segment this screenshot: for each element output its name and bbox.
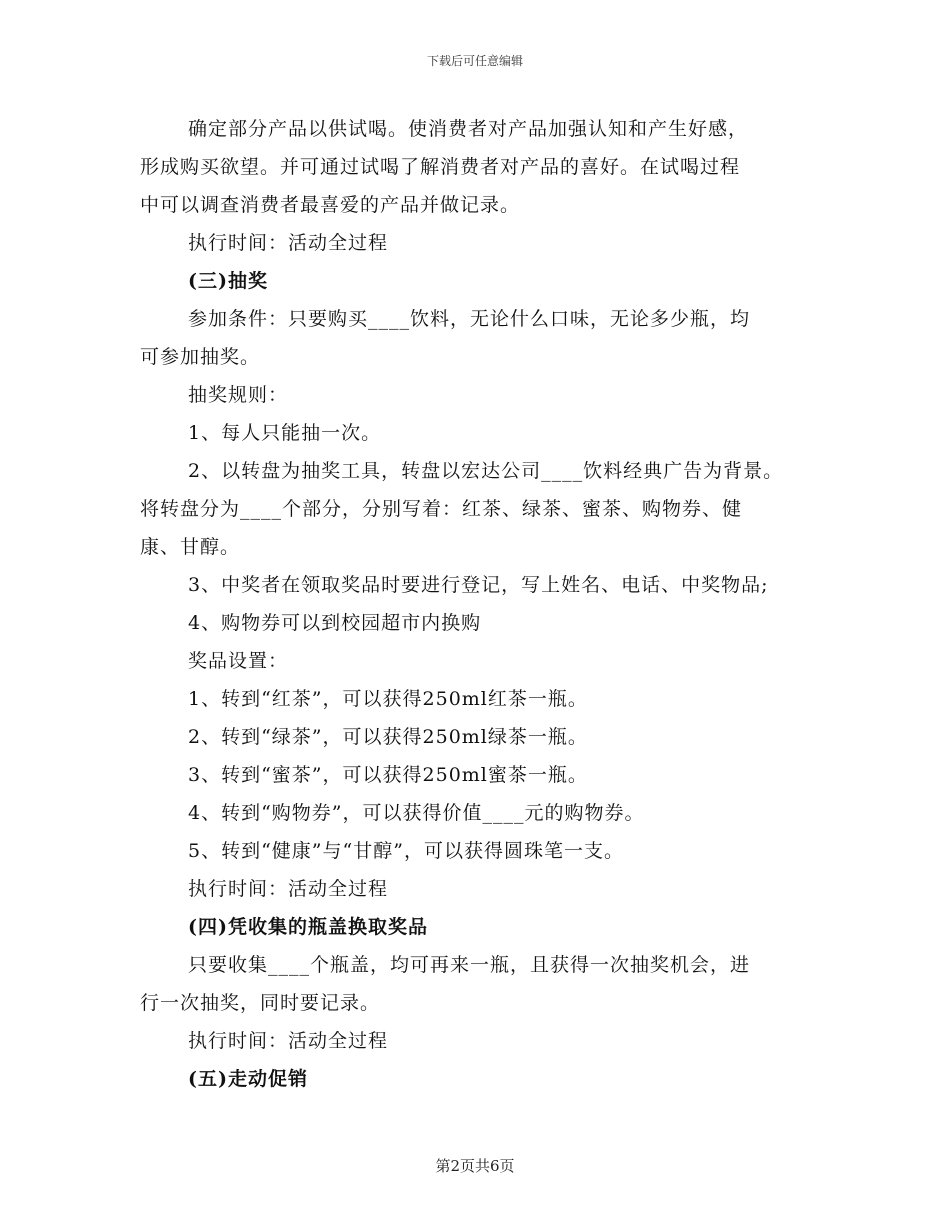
paragraph-line: 抽奖规则： — [188, 384, 289, 406]
paragraph-line: 4、购物券可以到校园超市内换购 — [188, 612, 482, 634]
paragraph-line: 康、甘醇。 — [140, 536, 241, 558]
paragraph-line: 2、以转盘为抽奖工具，转盘以宏达公司____饮料经典广告为背景。 — [188, 460, 784, 482]
section-heading: (五)走动促销 — [188, 1068, 308, 1090]
paragraph-line: 4、转到“购物券”，可以获得价值____元的购物券。 — [188, 802, 645, 824]
page-header: 下载后可任意编辑 — [426, 54, 523, 68]
paragraph-line: 1、每人只能抽一次。 — [188, 422, 382, 444]
paragraph-line: 可参加抽奖。 — [140, 346, 261, 368]
paragraph-line: 3、中奖者在领取奖品时要进行登记，写上姓名、电话、中奖物品; — [188, 574, 769, 596]
paragraph-line: 中可以调查消费者最喜爱的产品并做记录。 — [140, 194, 521, 216]
paragraph-line: 执行时间：活动全过程 — [188, 232, 389, 254]
section-heading: (三)抽奖 — [188, 270, 268, 292]
paragraph-line: 参加条件：只要购买____饮料，无论什么口味，无论多少瓶，均 — [188, 308, 751, 330]
paragraph-line: 形成购买欲望。并可通过试喝了解消费者对产品的喜好。在试喝过程 — [140, 156, 741, 178]
paragraph-line: 执行时间：活动全过程 — [188, 878, 389, 900]
document-body — [140, 110, 820, 1098]
paragraph-line: 只要收集____个瓶盖，均可再来一瓶，且获得一次抽奖机会，进 — [188, 954, 751, 976]
page-footer: 第2页共6页 — [435, 1157, 515, 1175]
paragraph-line: 奖品设置： — [188, 650, 289, 672]
paragraph-line: 5、转到“健康”与“甘醇”，可以获得圆珠笔一支。 — [188, 840, 624, 862]
paragraph-line: 行一次抽奖，同时要记录。 — [140, 992, 381, 1014]
paragraph-line: 3、转到“蜜茶”，可以获得250ml蜜茶一瓶。 — [188, 764, 588, 786]
paragraph-line: 确定部分产品以供试喝。使消费者对产品加强认知和产生好感， — [188, 118, 749, 140]
paragraph-line: 2、转到“绿茶”，可以获得250ml绿茶一瓶。 — [188, 726, 588, 748]
paragraph-line: 1、转到“红茶”，可以获得250ml红茶一瓶。 — [188, 688, 588, 710]
paragraph-line: 将转盘分为____个部分，分别写着：红茶、绿茶、蜜茶、购物券、健 — [140, 498, 743, 520]
section-heading: (四)凭收集的瓶盖换取奖品 — [188, 916, 428, 938]
paragraph-line: 执行时间：活动全过程 — [188, 1030, 389, 1052]
